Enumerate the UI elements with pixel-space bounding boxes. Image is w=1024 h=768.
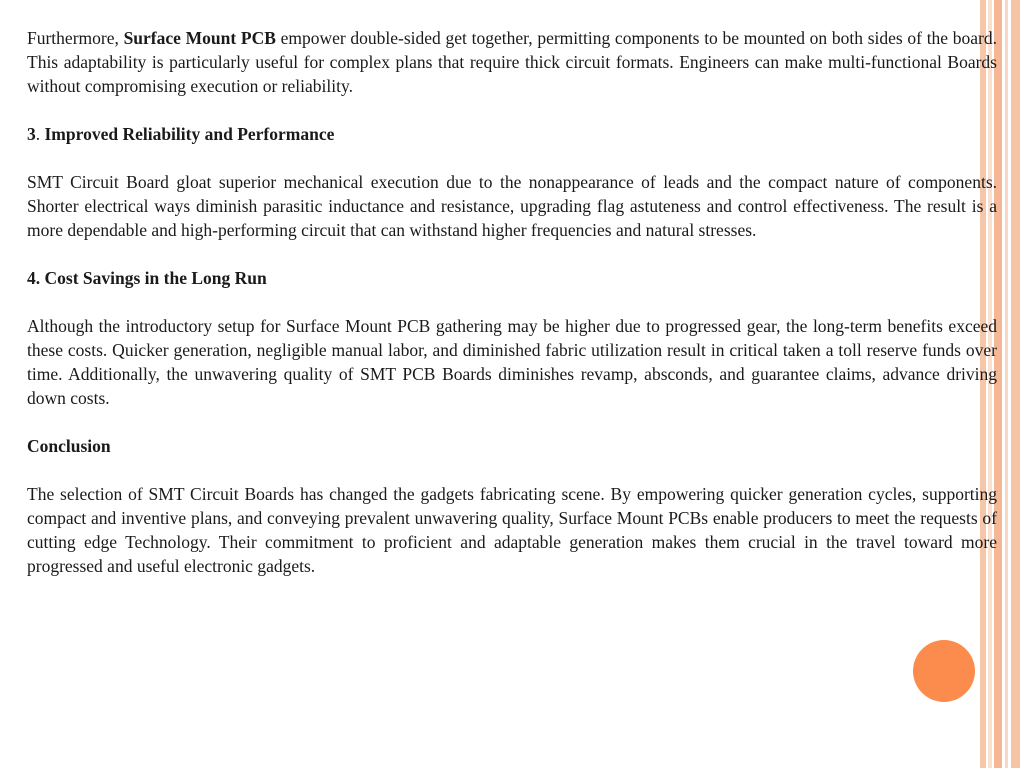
intro-paragraph <box>27 26 997 98</box>
section3-separator: . <box>35 124 45 144</box>
decorative-stripe <box>1011 0 1020 768</box>
section3-heading <box>27 122 997 146</box>
intro-lead: Furthermore, <box>27 28 124 48</box>
conclusion-heading: Conclusion <box>27 436 111 456</box>
section4-body: Although the introductory setup for Surface Mount PCB gathering may be higher due to progressed gear, the long-term benefits exceed these costs. Quicker generation, negligible manual labor, and diminished fabric utilization result in critical taken a toll reserve funds over time. Additionally, the unwavering quality of SMT PCB Boards diminishes revamp, absconds, and guarantee claims, advance driving down costs. <box>27 316 997 408</box>
section3-body: SMT Circuit Board gloat superior mechanical execution due to the nonappearance of leads and the compact nature of components. Shorter electrical ways diminish parasitic inductance and resistance, upgrading flag astuteness and control effectiveness. The result is a more dependable and high-performing circuit that can withstand higher frequencies and natural stresses. <box>27 172 997 240</box>
section3-number: 3 <box>27 124 36 144</box>
intro-rest: empower double-sided get together, permitting components to be mounted on both sides of the board. This adaptability is particularly useful for complex plans that require thick circuit formats. Engineers can make multi-functional Boards without compromising execution or reliability. <box>27 28 997 96</box>
decorative-stripe <box>1005 0 1008 768</box>
slide-content <box>27 26 997 602</box>
intro-bold-term: Surface Mount PCB <box>123 28 276 48</box>
decorative-circle <box>913 640 975 702</box>
conclusion-body: The selection of SMT Circuit Boards has changed the gadgets fabricating scene. By empowering quicker generation cycles, supporting compact and inventive plans, and conveying prevalent unwavering quality, Surface Mount PCBs enable producers to meet the requests of cutting edge Technology. Their commitment to proficient and adaptable generation makes them crucial in the travel toward more progressed and useful electronic gadgets. <box>27 484 997 576</box>
section4-heading: 4. Cost Savings in the Long Run <box>27 268 267 288</box>
section3-title: Improved Reliability and Performance <box>44 124 335 144</box>
